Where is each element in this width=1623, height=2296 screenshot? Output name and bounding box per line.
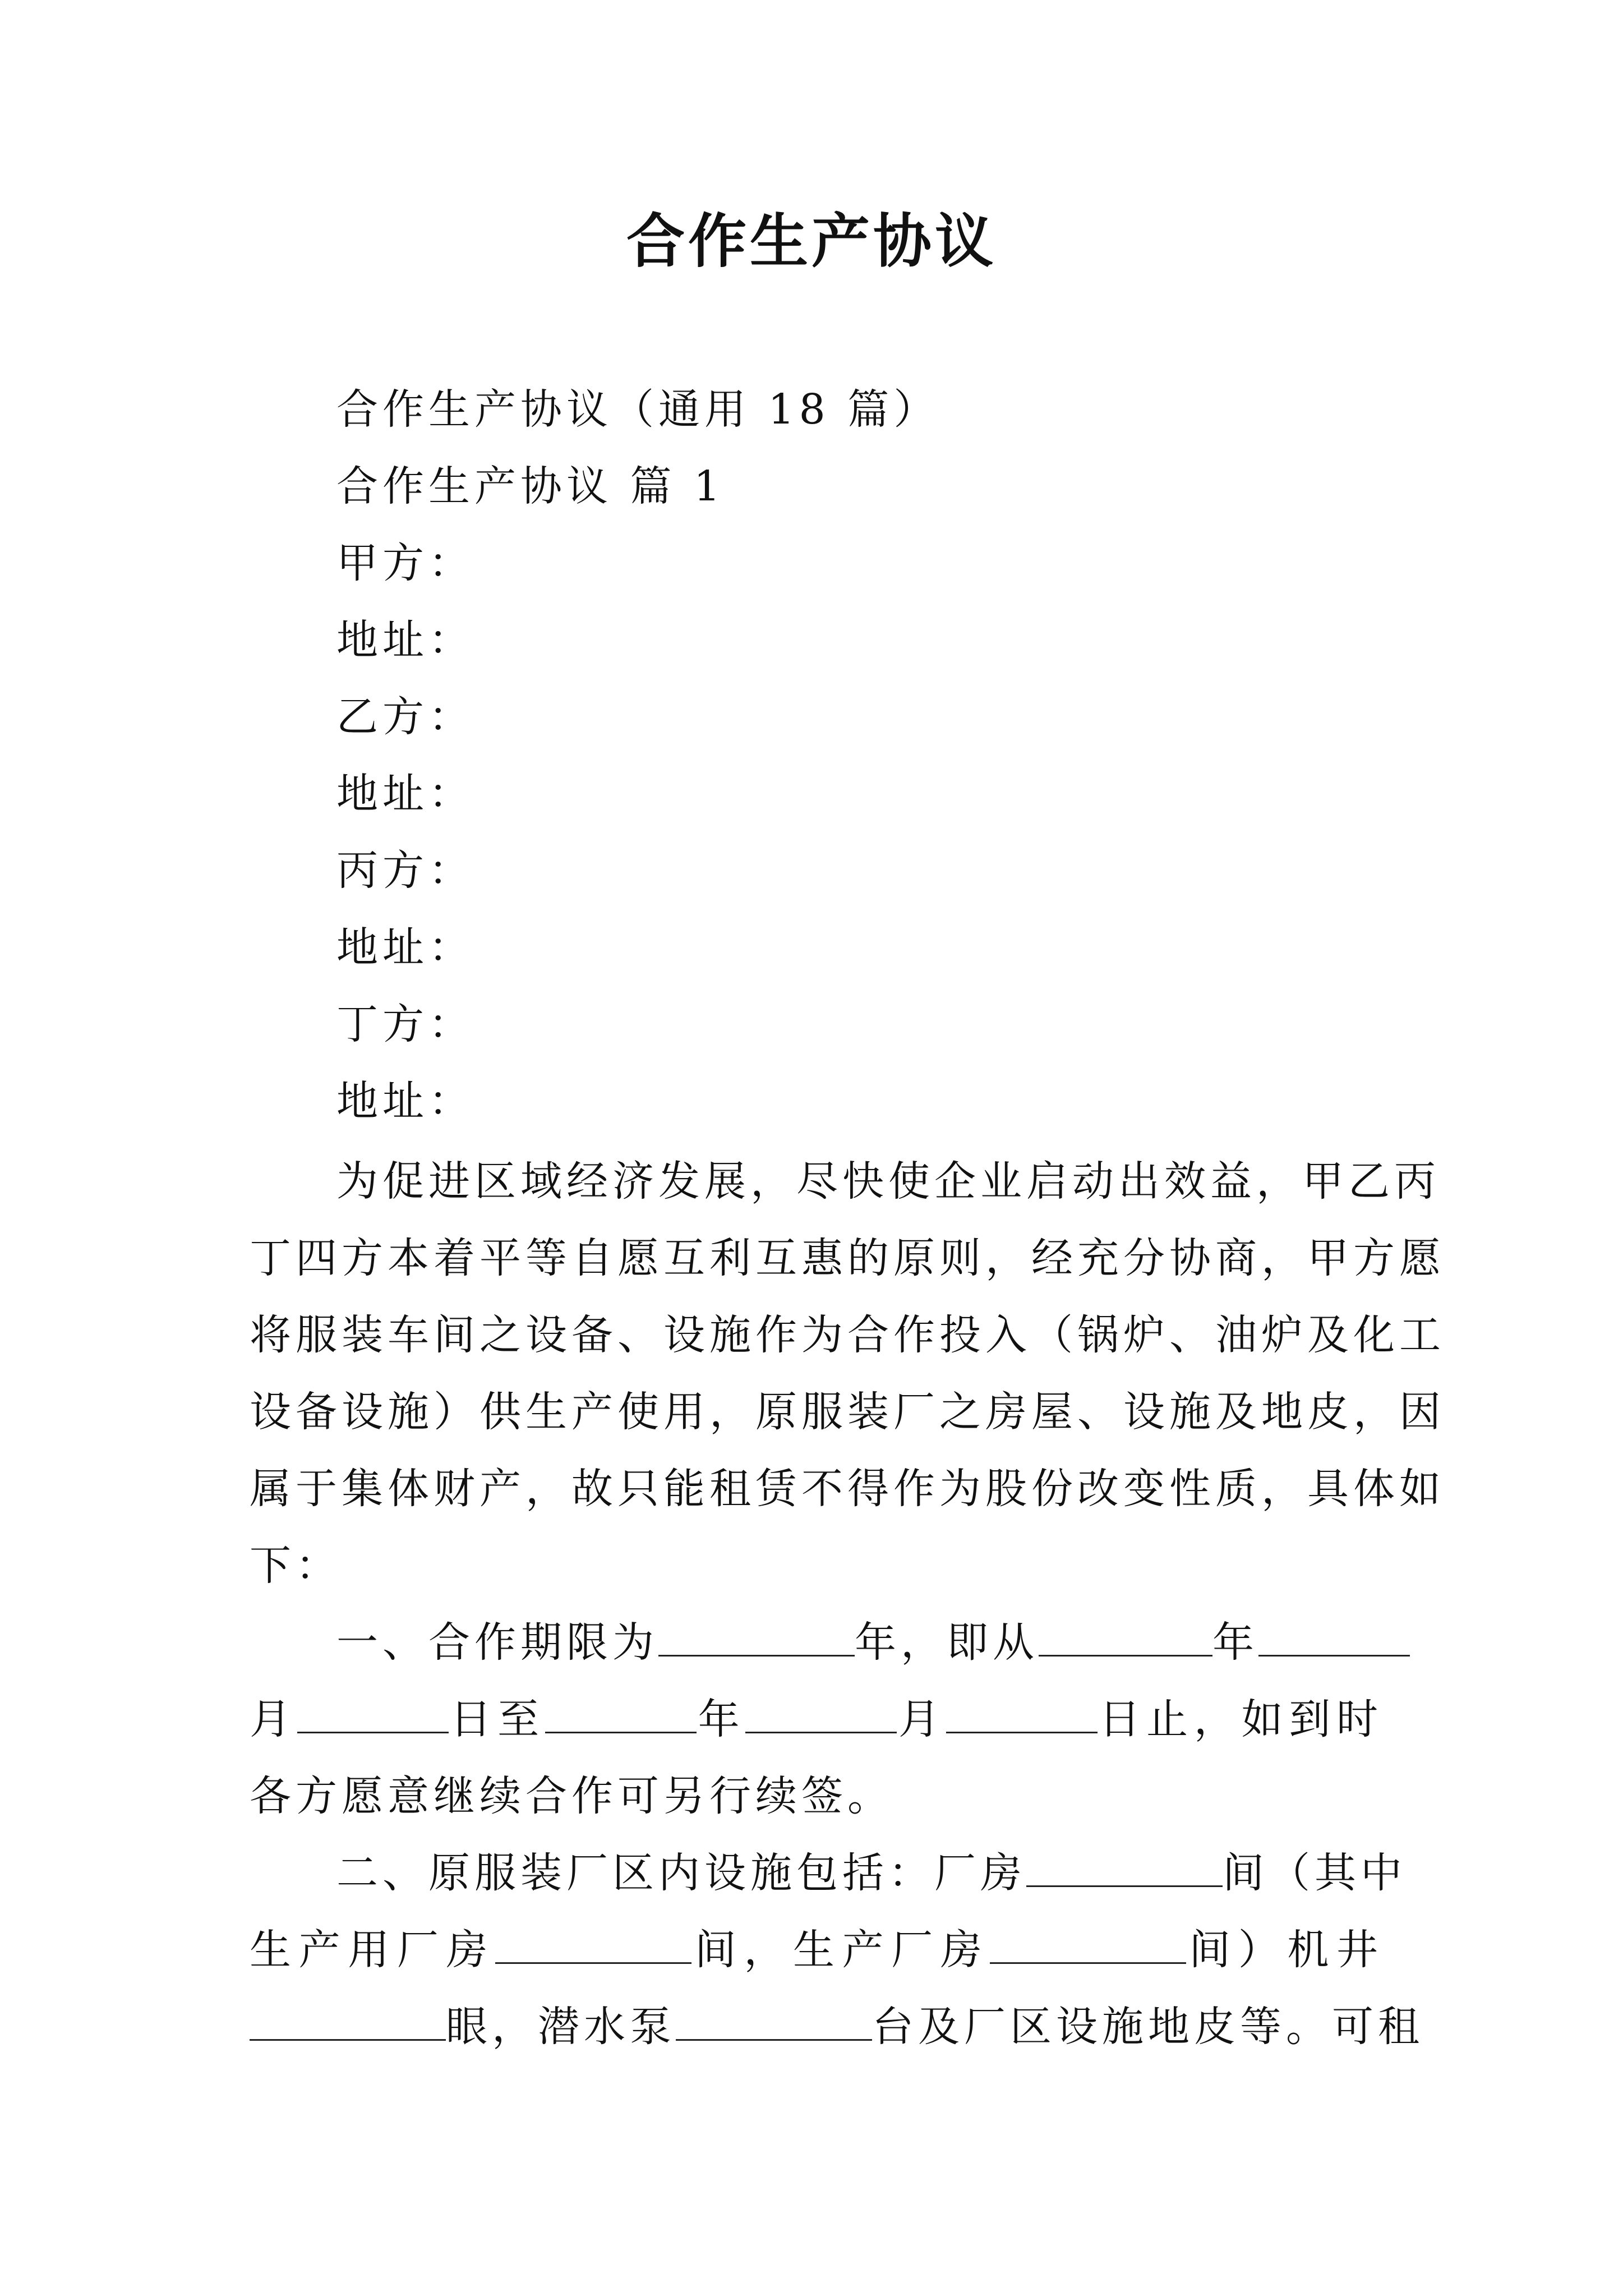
- clause-2-line-2: [250, 1912, 1382, 1989]
- document-title: 合作生产协议: [626, 206, 997, 275]
- intro-line: 为促进区域经济发展，尽快使企业启动出效益，甲乙丙: [336, 1157, 1440, 1205]
- clause-2-line-3: [250, 1989, 1424, 2065]
- blank-start-year: [1039, 1621, 1212, 1657]
- clause-2-text: 生产用厂房: [250, 1926, 496, 1974]
- intro-line: 设备设施）供生产使用，原服装厂之房屋、设施及地皮，因: [250, 1388, 1445, 1436]
- party-d-address-label: 地址：: [336, 1077, 474, 1125]
- clause-1-text: 日至: [448, 1695, 545, 1743]
- clause-1-text: 月: [250, 1695, 297, 1743]
- clause-1-text: 月: [897, 1695, 946, 1743]
- party-b-label: 乙方：: [336, 693, 474, 741]
- intro-line: 丁四方本着平等自愿互利互惠的原则，经充分协商，甲方愿: [250, 1234, 1445, 1282]
- party-a-label: 甲方：: [336, 539, 474, 587]
- clause-2-text: 眼，潜水泵: [446, 2003, 676, 2051]
- blank-end-day: [946, 1698, 1098, 1733]
- blank-production-plant-count: [495, 1929, 691, 1964]
- clause-1-text: 日止，如到时: [1097, 1695, 1383, 1743]
- clause-2-line-1: [250, 1835, 1407, 1912]
- party-a-address-label: 地址：: [336, 616, 474, 664]
- blank-end-year: [545, 1698, 697, 1733]
- clause-2-text: 间，生产厂房: [691, 1926, 990, 1974]
- clause-1-text: 年，即从: [855, 1618, 1039, 1667]
- party-d-label: 丁方：: [336, 1000, 474, 1048]
- blank-well-count: [250, 2005, 446, 2041]
- blank-plant-count: [1026, 1852, 1223, 1887]
- clause-2-text: 台及厂区设施地皮等。可租: [872, 2003, 1424, 2051]
- clause-1-text: 一、合作期限为: [336, 1618, 658, 1667]
- clause-1-line-1: [250, 1604, 1382, 1681]
- clause-1-line-2: [250, 1681, 1382, 1758]
- clause-1-text: 年: [1212, 1618, 1258, 1667]
- clause-1: [250, 1604, 1382, 1835]
- party-b-address-label: 地址：: [336, 770, 474, 818]
- section-heading: 合作生产协议 篇 1: [336, 462, 725, 510]
- clause-2: [250, 1835, 1424, 2065]
- intro-line: 属于集体财产，故只能租赁不得作为股份改变性质，具体如: [250, 1465, 1445, 1513]
- blank-start-day: [297, 1698, 449, 1733]
- blank-plant-count-2: [990, 1929, 1186, 1964]
- blank-end-month: [745, 1698, 897, 1733]
- party-c-label: 丙方：: [336, 846, 474, 895]
- intro-line: 下：: [250, 1542, 342, 1590]
- blank-start-month: [1258, 1621, 1410, 1657]
- blank-years: [658, 1621, 855, 1657]
- clause-2-text: 间（其中: [1223, 1849, 1407, 1897]
- clause-1-line-3: 各方愿意继续合作可另行续签。: [250, 1772, 893, 1820]
- intro-paragraph: [250, 1143, 1445, 1604]
- document-subtitle: 合作生产协议（通用 18 篇）: [336, 385, 940, 434]
- intro-line: 将服装车间之设备、设施作为合作投入（锅炉、油炉及化工: [250, 1311, 1445, 1359]
- clause-1-text: 年: [696, 1695, 746, 1743]
- blank-pump-count: [676, 2005, 872, 2041]
- clause-2-text: 二、原服装厂区内设施包括：厂房: [336, 1849, 1026, 1897]
- party-c-address-label: 地址：: [336, 923, 474, 972]
- clause-2-text: 间）机井: [1186, 1926, 1382, 1974]
